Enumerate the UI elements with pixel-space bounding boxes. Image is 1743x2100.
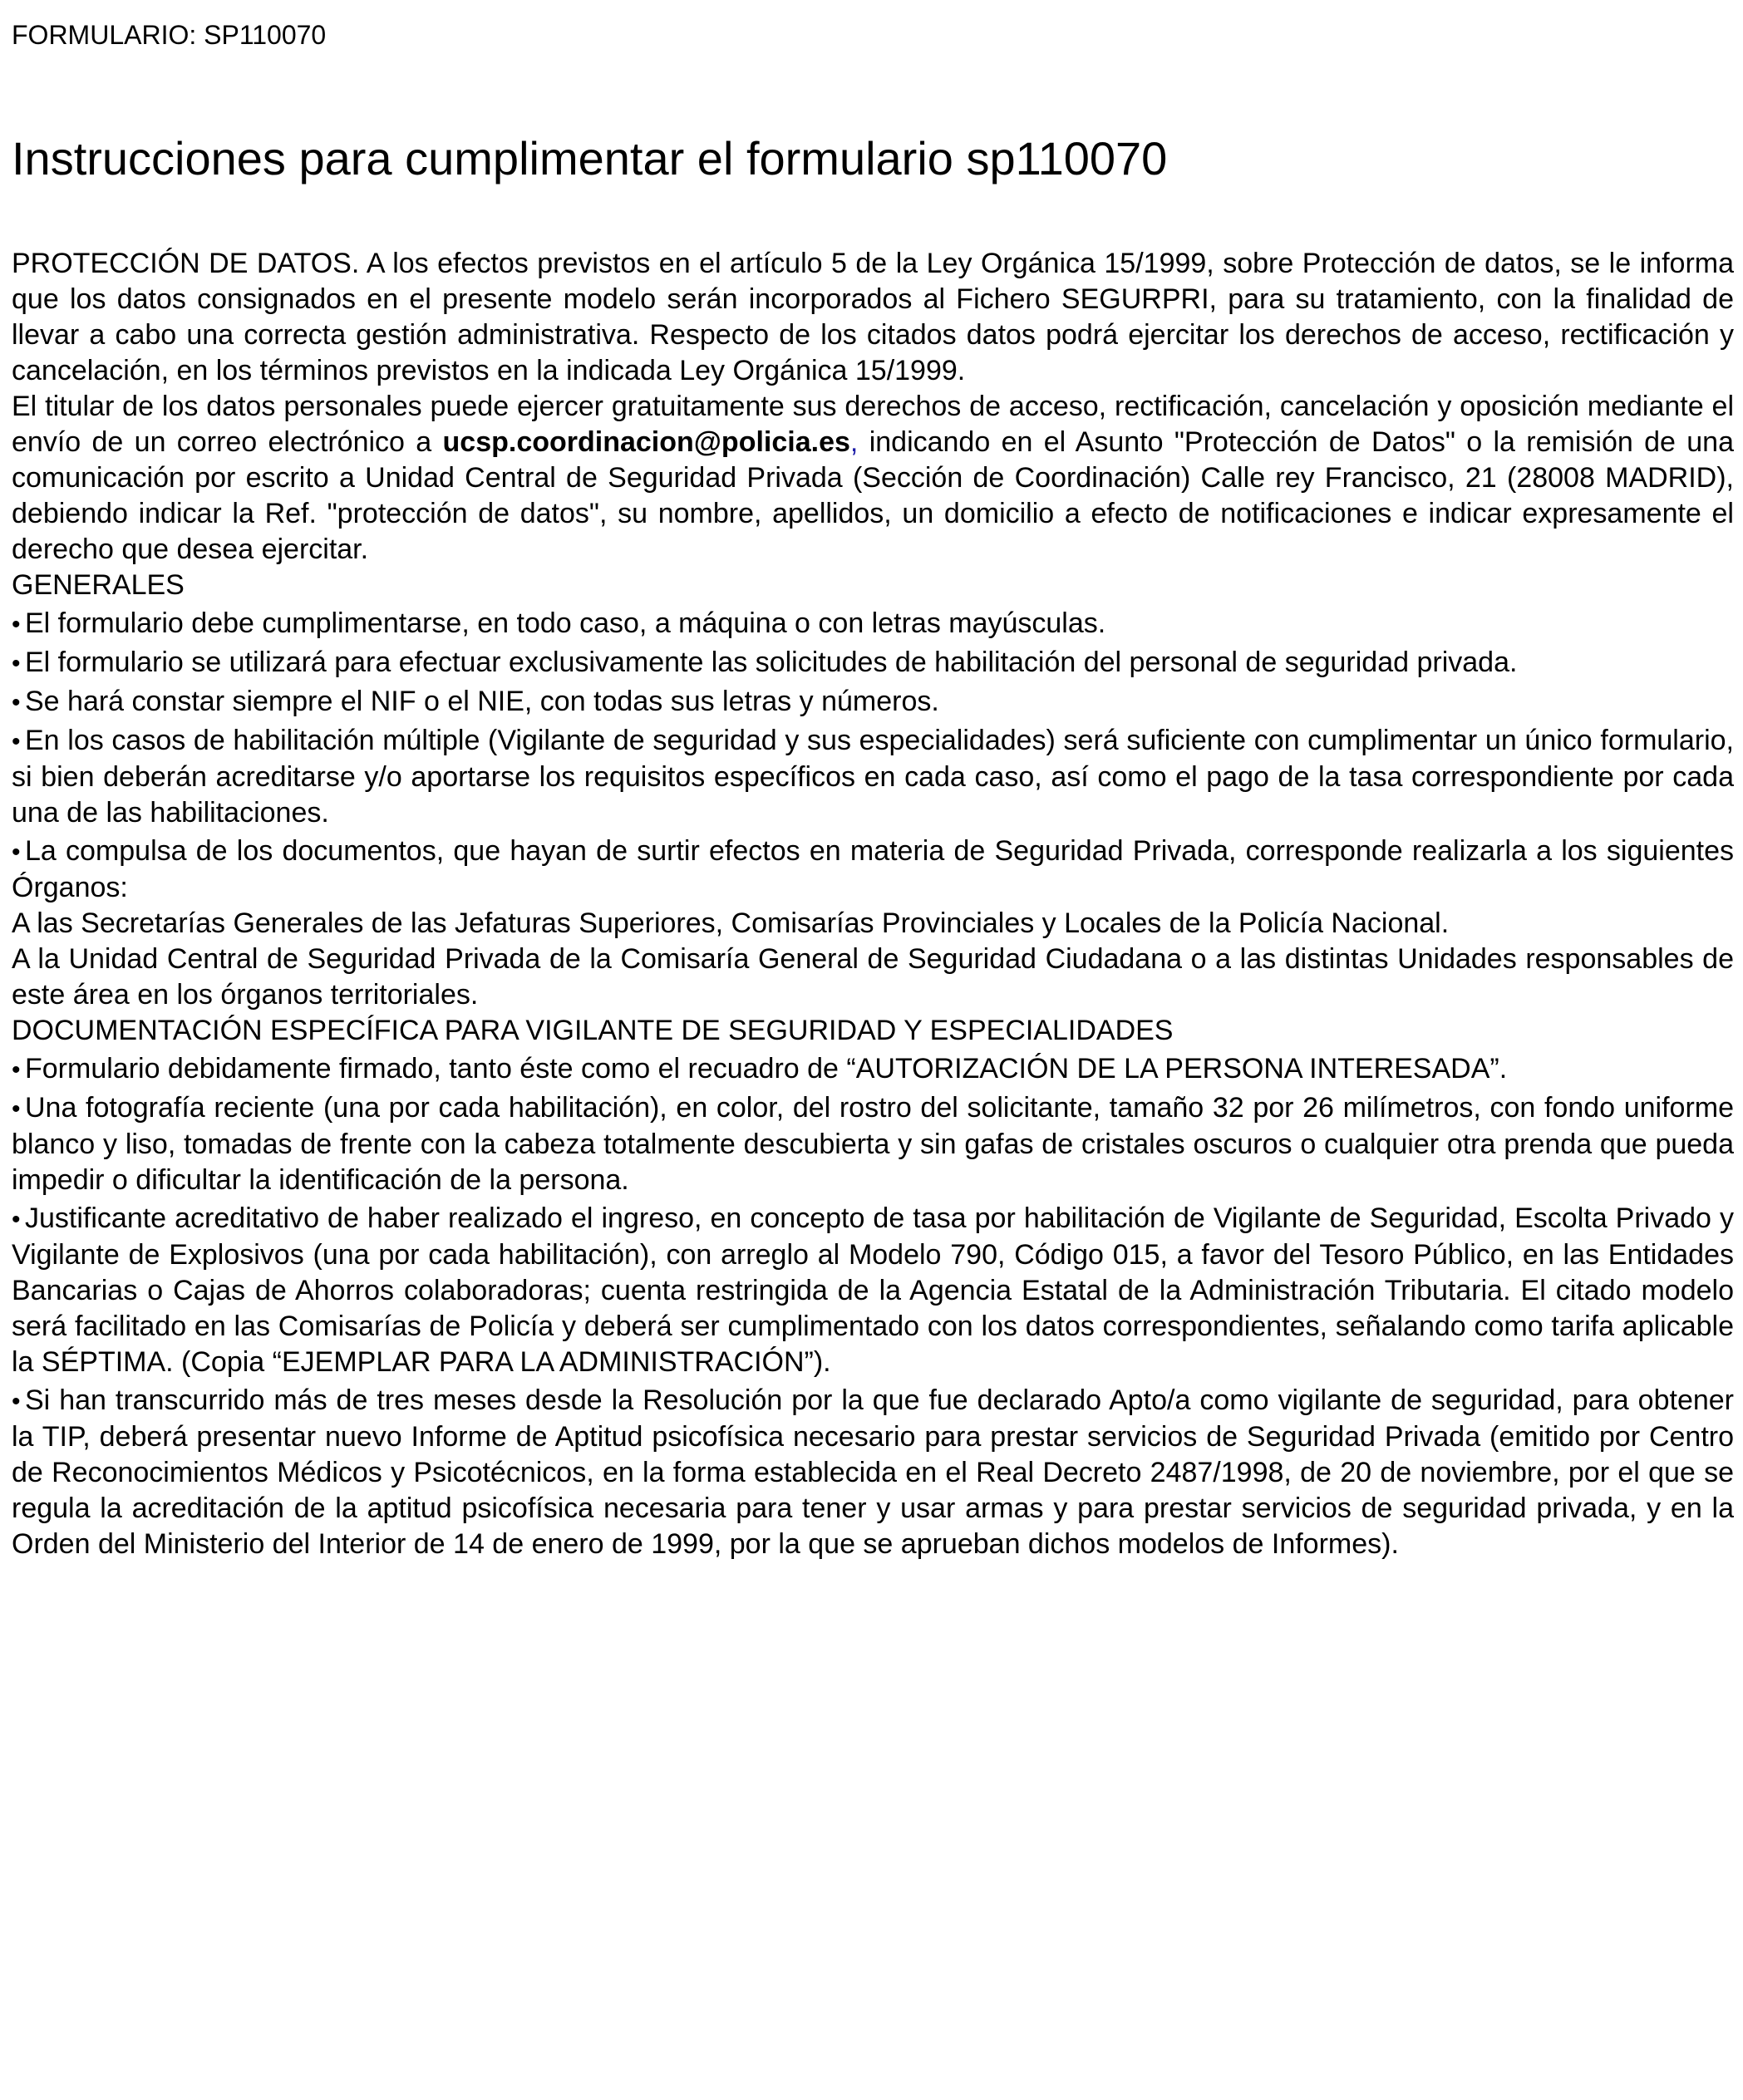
list-item	[12, 720, 1734, 831]
list-item-text: Se hará constar siempre el NIF o el NIE, con todas sus letras y números.	[25, 686, 939, 717]
organos-line-1: A las Secretarías Generales de las Jefaturas Superiores, Comisarías Provinciales y Locales de la Policía Nacional.	[12, 907, 1450, 939]
document-body	[12, 246, 1734, 1562]
bullet-icon: •	[12, 650, 21, 677]
bullet-icon: •	[12, 728, 21, 755]
bullet-icon: •	[12, 1095, 21, 1123]
bullet-icon: •	[12, 839, 21, 866]
section-heading-documentacion: DOCUMENTACIÓN ESPECÍFICA PARA VIGILANTE DE SEGURIDAD Y ESPECIALIDADES	[12, 1015, 1174, 1046]
list-item-text: En los casos de habilitación múltiple (Vigilante de seguridad y sus especialidades) será suficiente con cumplimentar un único formulario, si bien deberán acreditarse y/o aportarse los requisitos específicos en cada caso, así como el pago de la tasa correspondiente por cada una de las habilitaciones.	[12, 725, 1734, 829]
list-item	[12, 603, 1734, 642]
list-item-text: La compulsa de los documentos, que hayan de surtir efectos en materia de Seguridad Privada, corresponde realizarla a los siguientes Órganos:	[12, 835, 1734, 903]
organos-line-2: A la Unidad Central de Seguridad Privada de la Comisaría General de Seguridad Ciudadana o a las distintas Unidades responsables de este área en los órganos territoriales.	[12, 943, 1734, 1011]
list-item-text: Si han transcurrido más de tres meses desde la Resolución por la que fue declarado Apto/a como vigilante de seguridad, para obtener la TIP, deberá presentar nuevo Informe de Aptitud psicofísica necesario para prestar servicios de Seguridad Privada (emitido por Centro de Reconocimientos Médicos y Psicotécnicos, en la forma establecida en el Real Decreto 2487/1998, de 20 de noviembre, por el que se regula la acreditación de la aptitud psicofísica necesaria para tener y usar armas y para prestar servicios de seguridad privada, y en la Orden del Ministerio del Interior de 14 de enero de 1999, por la que se aprueban dichos modelos de Informes).	[12, 1384, 1734, 1560]
form-identifier: FORMULARIO: SP110070	[12, 20, 327, 50]
list-item-text: El formulario se utilizará para efectuar exclusivamente las solicitudes de habilitación del personal de seguridad privada.	[25, 647, 1518, 678]
list-item	[12, 681, 1734, 720]
rights-paragraph	[12, 389, 1734, 568]
bullet-icon: •	[12, 1056, 21, 1084]
list-item	[12, 1049, 1734, 1088]
email-comma: ,	[849, 426, 859, 458]
list-item	[12, 1198, 1734, 1380]
list-item	[12, 1380, 1734, 1562]
bullet-icon: •	[12, 689, 21, 716]
list-item-text: Justificante acreditativo de haber realizado el ingreso, en concepto de tasa por habilitación de Vigilante de Seguridad, Escolta Privado y Vigilante de Explosivos (una por cada habilitación), con arreglo al Modelo 790, Código 015, a favor del Tesoro Público, en las Entidades Bancarias o Cajas de Ahorros colaboradoras; cuenta restringida de la Agencia Estatal de la Administración Tributaria. El citado modelo será facilitado en las Comisarías de Policía y deberá ser cumplimentado con los datos correspondientes, señalando como tarifa aplicable la SÉPTIMA. (Copia “EJEMPLAR PARA LA ADMINISTRACIÓN”).	[12, 1202, 1734, 1378]
section-heading-generales: GENERALES	[12, 569, 185, 601]
contact-email: ucsp.coordinacion@policia.es	[442, 426, 850, 458]
list-item	[12, 642, 1734, 681]
list-item-text: Formulario debidamente firmado, tanto éste como el recuadro de “AUTORIZACIÓN DE LA PERSONA INTERESADA”.	[25, 1053, 1508, 1084]
list-item-text: El formulario debe cumplimentarse, en todo caso, a máquina o con letras mayúsculas.	[25, 607, 1106, 639]
bullet-icon: •	[12, 1388, 21, 1415]
bullet-icon: •	[12, 1206, 21, 1233]
list-item	[12, 1088, 1734, 1198]
rights-text-start: El titular de los datos personales puede ejercer gratuitamente sus derechos de acceso, rectificación, cancelación y oposición mediante el envío de un correo electrónico a	[12, 391, 1734, 458]
list-item	[12, 831, 1734, 906]
data-protection-paragraph: PROTECCIÓN DE DATOS. A los efectos previstos en el artículo 5 de la Ley Orgánica 15/1999, sobre Protección de datos, se le informa que los datos consignados en el presente modelo serán incorporados al Fichero SEGURPRI, para su tratamiento, con la finalidad de llevar a cabo una correcta gestión administrativa. Respecto de los citados datos podrá ejercitar los derechos de acceso, rectificación y cancelación, en los términos previstos en la indicada Ley Orgánica 15/1999.	[12, 248, 1734, 386]
bullet-icon: •	[12, 611, 21, 638]
rights-text-end: indicando en el Asunto "Protección de Datos" o la remisión de una comunicación por escrito a Unidad Central de Seguridad Privada (Sección de Coordinación) Calle rey Francisco, 21 (28008 MADRID), debiendo indicar la Ref. "protección de datos", su nombre, apellidos, un domicilio a efecto de notificaciones e indicar expresamente el derecho que desea ejercitar.	[12, 426, 1734, 565]
document-title: Instrucciones para cumplimentar el formulario sp110070	[12, 132, 1168, 184]
list-item-text: Una fotografía reciente (una por cada habilitación), en color, del rostro del solicitante, tamaño 32 por 26 milímetros, con fondo uniforme blanco y liso, tomadas de frente con la cabeza totalmente descubierta y sin gafas de cristales oscuros o cualquier otra prenda que pueda impedir o dificultar la identificación de la persona.	[12, 1092, 1734, 1196]
